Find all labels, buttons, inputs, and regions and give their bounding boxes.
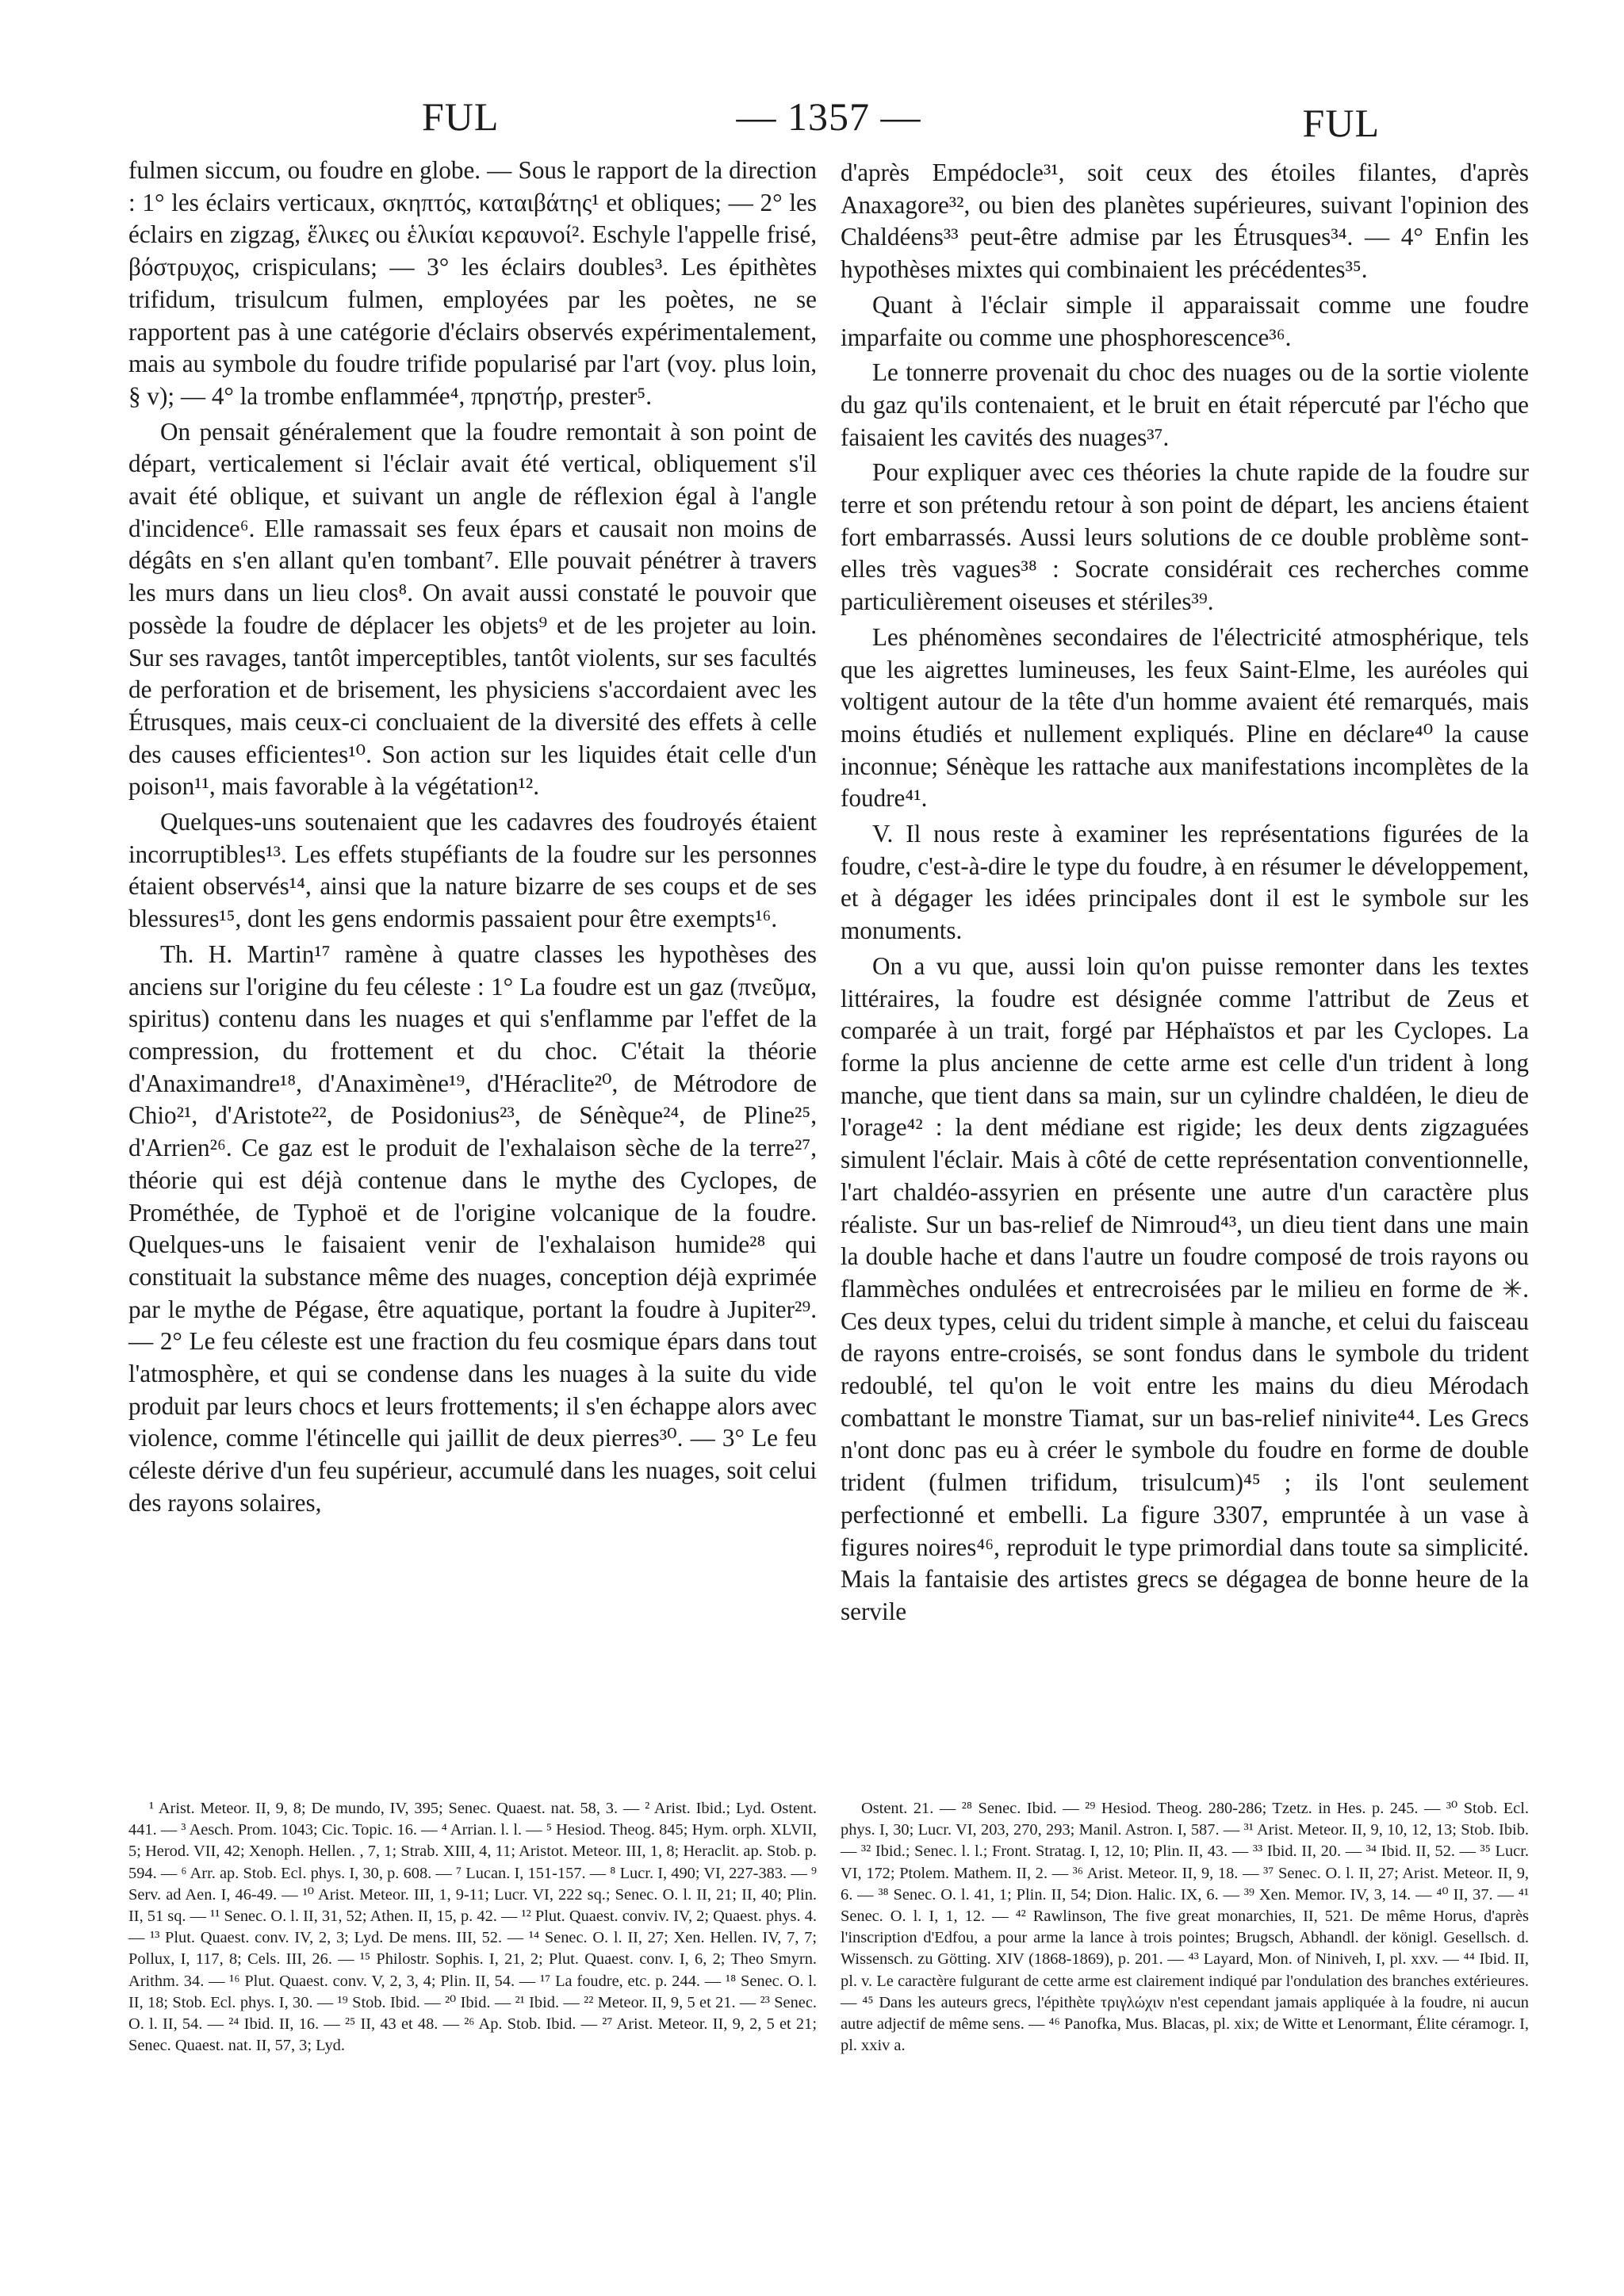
paragraph: Les phénomènes secondaires de l'électricité atmosphérique, tels que les aigrettes lumineuses, les feux Saint-Elme, les auréoles qui voltigent autour de la tête d'un homme avaient été remarqués, mais moins étudiés et nullement expliqués. Pline en déclare⁴⁰ la cause inconnue; Sénèque les rattache aux manifestations incomplètes de la foudre⁴¹. xyxy=(841,622,1529,813)
paragraph: Quelques-uns soutenaient que les cadavres des foudroyés étaient incorruptibles¹³. Les effets stupéfiants de la foudre sur les personnes étaient observés¹⁴, ainsi que la nature bizarre de ses coups et de ses blessures¹⁵, dont les gens endormis passaient pour être exempts¹⁶. xyxy=(128,808,817,933)
page-number: — 1357 — xyxy=(736,94,921,139)
paragraph: Le tonnerre provenait du choc des nuages ou de la sortie violente du gaz qu'ils contenaient, et le bruit en était répercuté par l'écho que faisaient les cavités des nuages³⁷. xyxy=(841,358,1529,451)
paragraph: Th. H. Martin¹⁷ ramène à quatre classes les hypothèses des anciens sur l'origine du feu céleste : 1° La foudre est un gaz (πνεῦμα, spiritus) contenu dans les nuages et qui s'enflamme par l'effet de la compression, du frottement et du choc. C'était la théorie d'Anaximandre¹⁸, d'Anaximène¹⁹, d'Héraclite²⁰, de Métrodore de Chio²¹, d'Aristote²², de Posidonius²³, de Sénèque²⁴, de Pline²⁵, d'Arrien²⁶. Ce gaz est le produit de l'exhalaison sèche de la terre²⁷, théorie qui est déjà contenue dans le mythe des Cyclopes, de Prométhée, de Typhoë et de l'origine volcanique de la foudre. Quelques-uns le faisaient venir de l'exhalaison humide²⁸ qui constituait la substance même des nuages, conception déjà exprimée par le mythe de Pégase, être aquatique, portant la foudre à Jupiter²⁹. — 2° Le feu céleste est une fraction du feu cosmique épars dans tout l'atmosphère, et qui se condense dans les nuages à la suite du vide produit par leurs chocs et leurs frottements; il s'en échappe alors avec violence, comme l'étincelle qui jaillit de deux pierres³⁰. — 3° Le feu céleste dérive d'un feu supérieur, accumulé dans les nuages, soit celui des rayons solaires, xyxy=(128,939,817,1517)
paragraph: On pensait généralement que la foudre remontait à son point de départ, verticalement si l'éclair avait été vertical, obliquement s'il avait été oblique, et suivant un angle de réflexion égal à l'angle d'incidence⁶. Elle ramassait ses feux épars et causait non moins de dégâts en s'en allant qu'en tombant⁷. Elle pouvait pénétrer à travers les murs dans un lieu clos⁸. On avait aussi constaté le pouvoir que possède la foudre de déplacer les objets⁹ et de les projeter au loin. Sur ses ravages, tantôt imperceptibles, tantôt violents, sur ses facultés de perforation et de brisement, les physiciens s'accordaient avec les Étrusques, mais ceux-ci concluaient de la diversité des effets à celle des causes efficientes¹⁰. Son action sur les liquides était celle d'un poison¹¹, mais favorable à la végétation¹². xyxy=(128,417,817,801)
paragraph: On a vu que, aussi loin qu'on puisse remonter dans les textes littéraires, la foudre est désignée comme l'attribut de Zeus et comparée à un trait, forgé par Héphaïstos et par les Cyclopes. La forme la plus ancienne de cette arme est celle d'un trident à long manche, que tient dans sa main, sur un cylindre chaldéen, le dieu de l'orage⁴² : la dent médiane est rigide; les deux dents zigzaguées simulent l'éclair. Mais à côté de cette représentation conventionnelle, l'art chaldéo-assyrien en présente une autre d'un caractère plus réaliste. Sur un bas-relief de Nimroud⁴³, un dieu tient dans une main la double hache et dans l'autre un foudre composé de trois rayons ou flammèches ondulées et entrecroisées par le milieu en forme de ✳. Ces deux types, celui du trident simple à manche, et celui du faisceau de rayons entre-croisés, se sont fondus dans le symbole du trident redoublé, tel qu'on le voit entre les mains du dieu Mérodach combattant le monstre Tiamat, sur un bas-relief ninivite⁴⁴. Les Grecs n'ont donc pas eu à créer le symbole du foudre en forme de double trident (fulmen trifidum, trisulcum)⁴⁵ ; ils l'ont seulement perfectionné et embelli. La figure 3307, empruntée à un vase à figures noires⁴⁶, reproduit le type primordial dans toute sa simplicité. Mais la fantaisie des artistes grecs se dégagea de bonne heure de la servile xyxy=(841,951,1529,1625)
footnotes-left xyxy=(128,1798,817,2057)
paragraph: Pour expliquer avec ces théories la chute rapide de la foudre sur terre et son prétendu retour à son point de départ, les anciens étaient fort embarrassés. Aussi leurs solutions de ce double problème sont-elles très vagues³⁸ : Socrate considérait ces recherches comme particulièrement oiseuses et stériles³⁹. xyxy=(841,458,1529,616)
paragraph: Quant à l'éclair simple il apparaissait comme une foudre imparfaite ou comme une phosphorescence³⁶. xyxy=(841,290,1529,351)
running-head xyxy=(127,94,1530,145)
footnote-block: Ostent. 21. — ²⁸ Senec. Ibid. — ²⁹ Hesiod. Theog. 280-286; Tzetz. in Hes. p. 245. — ³⁰ Stob. Ecl. phys. I, 30; Lucr. VI, 203, 270, 293; Manil. Astron. I, 587. — ³¹ Arist. Meteor. II, 9, 10, 12, 13; Stob. Ibib. — ³² Ibid.; Senec. l. l.; Front. Stratag. I, 12, 10; Plin. II, 43. — ³³ Ibid. II, 20. — ³⁴ Ibid. II, 52. — ³⁵ Lucr. VI, 172; Ptolem. Mathem. II, 2. — ³⁶ Arist. Meteor. II, 9, 18. — ³⁷ Senec. O. l. II, 27; Arist. Meteor. II, 9, 6. — ³⁸ Senec. O. l. 41, 1; Plin. II, 54; Dion. Halic. IX, 6. — ³⁹ Xen. Memor. IV, 3, 14. — ⁴⁰ II, 37. — ⁴¹ Senec. O. l. I, 1, 12. — ⁴² Rawlinson, The five great monarchies, II, 521. De même Horus, d'après l'inscription d'Edfou, a pour arme la lance à trois pointes; Brugsch, Abhandl. der königl. Gesellsch. d. Wissensch. zu Götting. XIV (1868-1869), p. 201. — ⁴³ Layard, Mon. of Niniveh, I, pl. xxv. — ⁴⁴ Ibid. II, pl. v. Le caractère fulgurant de cette arme est clairement indiqué par l'ondulation des branches extérieures. — ⁴⁵ Dans les auteurs grecs, l'épithète τριγλώχιν n'est cependant jamais appliquée à la foudre, ni aucun autre adjectif de même sens. — ⁴⁶ Panofka, Mus. Blacas, pl. xix; de Witte et Lenormant, Élite céramogr. I, pl. xxiv a. xyxy=(841,1800,1529,2055)
paragraph: V. Il nous reste à examiner les représentations figurées de la foudre, c'est-à-dire le type du foudre, à en résumer le développement, et à dégager les idées principales dont il est le symbole sur les monuments. xyxy=(841,820,1529,945)
right-column xyxy=(841,157,1529,1628)
footnotes-right xyxy=(841,1798,1529,2057)
left-column xyxy=(128,155,817,1520)
paragraph: fulmen siccum, ou foudre en globe. — Sous le rapport de la direction : 1° les éclairs verticaux, σκηπτός, καταιβάτης¹ et obliques; — 2° les éclairs en zigzag, ἕλικες ou ἑλικίαι κεραυνοί². Eschyle l'appelle frisé, βόστρυχος, crispiculans; — 3° les éclairs doubles³. Les épithètes trifidum, trisulcum fulmen, employées par les poètes, ne se rapportent pas à une catégorie d'éclairs observés expérimentalement, mais au symbole du foudre trifide popularisé par l'art (voy. plus loin, § v); — 4° la trombe enflammée⁴, πρηστήρ, prester⁵. xyxy=(128,156,817,410)
footnote-block: ¹ Arist. Meteor. II, 9, 8; De mundo, IV, 395; Senec. Quaest. nat. 58, 3. — ² Arist. Ibid.; Lyd. Ostent. 441. — ³ Aesch. Prom. 1043; Cic. Topic. 16. — ⁴ Arrian. l. l. — ⁵ Hesiod. Theog. 845; Hym. orph. XLVII, 5; Herod. VII, 42; Xenoph. Hellen. , 7, 1; Strab. XIII, 4, 11; Aristot. Meteor. III, 1, 8; Heraclit. ap. Stob. p. 594. — ⁶ Arr. ap. Stob. Ecl. phys. I, 30, p. 608. — ⁷ Lucan. I, 151-157. — ⁸ Lucr. I, 490; VI, 227-383. — ⁹ Serv. ad Aen. I, 46-49. — ¹⁰ Arist. Meteor. III, 1, 9-11; Lucr. VI, 222 sq.; Senec. O. l. II, 21; II, 40; Plin. II, 51 sq. — ¹¹ Senec. O. l. II, 31, 52; Athen. II, 15, p. 42. — ¹² Plut. Quaest. conviv. IV, 2; Quaest. phys. 4. — ¹³ Plut. Quaest. conv. IV, 2, 3; Lyd. De mens. III, 52. — ¹⁴ Senec. O. l. II, 27; Xen. Hellen. IV, 7, 7; Pollux, I, 117, 8; Cels. III, 26. — ¹⁵ Philostr. Sophis. I, 21, 2; Plut. Quaest. conv. I, 6, 2; Theo Smyrn. Arithm. 34. — ¹⁶ Plut. Quaest. conv. V, 2, 3, 4; Plin. II, 54. — ¹⁷ La foudre, etc. p. 244. — ¹⁸ Senec. O. l. II, 18; Stob. Ecl. phys. I, 30. — ¹⁹ Stob. Ibid. — ²⁰ Ibid. — ²¹ Ibid. — ²² Meteor. II, 9, 5 et 21. — ²³ Senec. O. l. II, 54. — ²⁴ Ibid. II, 16. — ²⁵ II, 43 et 48. — ²⁶ Ap. Stob. Ibid. — ²⁷ Arist. Meteor. II, 9, 2, 5 et 21; Senec. Quaest. nat. II, 57, 3; Lyd. xyxy=(128,1800,817,2055)
header-right-word: FUL xyxy=(1302,101,1380,145)
paragraph: d'après Empédocle³¹, soit ceux des étoiles filantes, d'après Anaxagore³², ou bien des planètes supérieures, suivant l'opinion des Chaldéens³³ peut-être admise par les Étrusques³⁴. — 4° Enfin les hypothèses mixtes qui combinaient les précédentes³⁵. xyxy=(841,159,1529,284)
header-left-word: FUL xyxy=(422,94,500,139)
